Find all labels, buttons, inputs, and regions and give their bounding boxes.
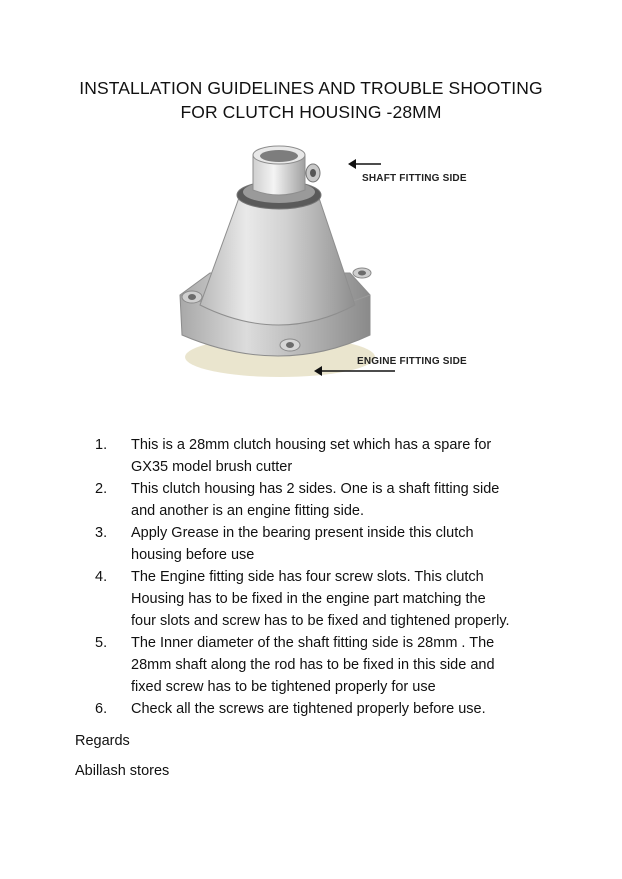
instruction-item bbox=[0, 566, 622, 632]
instruction-line: housing before use bbox=[131, 547, 255, 563]
instruction-text bbox=[131, 632, 571, 698]
instruction-text bbox=[131, 566, 571, 632]
closing-regards: Regards bbox=[75, 733, 130, 749]
shaft-side-arrow-icon bbox=[347, 157, 383, 171]
instruction-item bbox=[0, 478, 622, 522]
instruction-line: The Inner diameter of the shaft fitting side is 28mm . The bbox=[131, 635, 495, 651]
instruction-number: 1. bbox=[95, 437, 108, 453]
instruction-number: 6. bbox=[95, 701, 108, 717]
instruction-line: GX35 model brush cutter bbox=[131, 459, 293, 475]
instruction-number: 3. bbox=[95, 525, 108, 541]
instruction-text bbox=[131, 478, 571, 522]
instruction-line: fixed screw has to be tightened properly for use bbox=[131, 679, 436, 695]
instruction-item bbox=[0, 522, 622, 566]
engine-side-arrow-icon bbox=[313, 364, 397, 378]
instruction-number: 4. bbox=[95, 569, 108, 585]
shaft-fitting-side-label: SHAFT FITTING SIDE bbox=[362, 173, 467, 184]
title-line-2: FOR CLUTCH HOUSING -28MM bbox=[180, 102, 442, 122]
instruction-item bbox=[0, 434, 622, 478]
instructions-list bbox=[0, 434, 622, 720]
instruction-line: Housing has to be fixed in the engine part matching the bbox=[131, 591, 486, 607]
instruction-item bbox=[0, 698, 622, 720]
instruction-number: 2. bbox=[95, 481, 108, 497]
document-title bbox=[0, 76, 622, 124]
instruction-text bbox=[131, 522, 571, 566]
instruction-text bbox=[131, 434, 571, 478]
instruction-line: This clutch housing has 2 sides. One is a shaft fitting side bbox=[131, 481, 500, 497]
instruction-text bbox=[131, 698, 571, 720]
instruction-number: 5. bbox=[95, 635, 108, 651]
instruction-line: 28mm shaft along the rod has to be fixed in this side and bbox=[131, 657, 495, 673]
instruction-line: four slots and screw has to be fixed and tightened properly. bbox=[131, 613, 510, 629]
title-line-1: INSTALLATION GUIDELINES AND TROUBLE SHOOTING bbox=[79, 78, 543, 98]
instruction-line: This is a 28mm clutch housing set which has a spare for bbox=[131, 437, 492, 453]
instruction-item bbox=[0, 632, 622, 698]
instruction-line: and another is an engine fitting side. bbox=[131, 503, 364, 519]
store-signature: Abillash stores bbox=[75, 763, 170, 779]
instruction-line: Check all the screws are tightened properly before use. bbox=[131, 701, 486, 717]
instruction-line: The Engine fitting side has four screw slots. This clutch bbox=[131, 569, 484, 585]
engine-fitting-side-label: ENGINE FITTING SIDE bbox=[357, 356, 467, 367]
instruction-line: Apply Grease in the bearing present inside this clutch bbox=[131, 525, 474, 541]
